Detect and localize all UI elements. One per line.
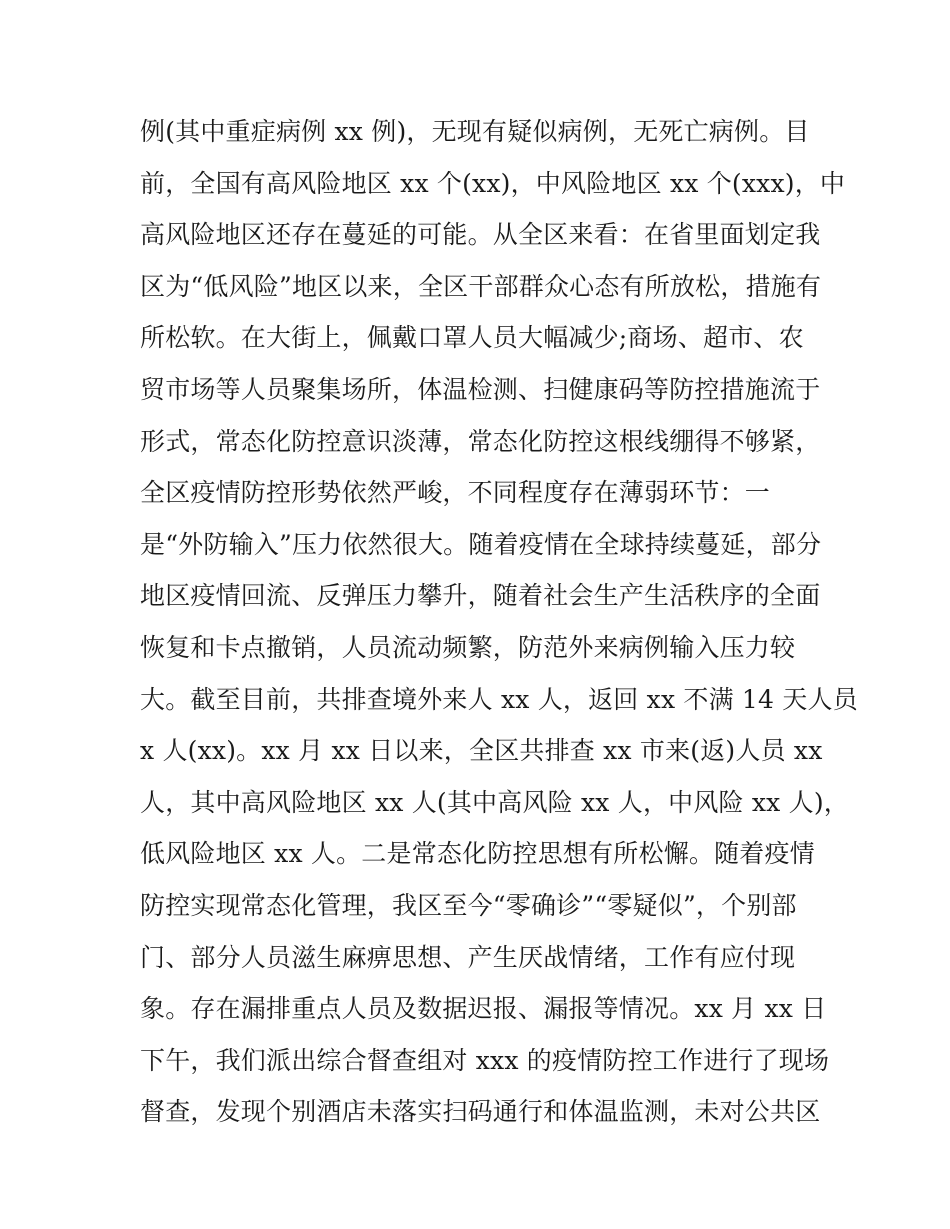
text-line: 大。截至目前，共排查境外来人 xx 人，返回 xx 不满 14 天人员 <box>140 684 858 714</box>
text-line: 地区疫情回流、反弹压力攀升，随着社会生产生活秩序的全面 <box>140 581 821 611</box>
text-line: 高风险地区还存在蔓延的可能。从全区来看：在省里面划定我 <box>140 220 821 250</box>
text-line: 低风险地区 xx 人。二是常态化防控思想有所松懈。随着疫情 <box>140 839 815 869</box>
text-line: 例(其中重症病例 xx 例)，无现有疑似病例，无死亡病例。目 <box>140 117 810 146</box>
text-line: 形式，常态化防控意识淡薄，常态化防控这根线绷得不够紧， <box>140 426 821 456</box>
text-line: 下午，我们派出综合督查组对 xxx 的疫情防控工作进行了现场 <box>140 1045 830 1075</box>
text-line: 门、部分人员滋生麻痹思想、产生厌战情绪，工作有应付现 <box>140 942 796 972</box>
text-line: x 人(xx)。xx 月 xx 日以来，全区共排查 xx 市来(返)人员 xx <box>140 736 823 766</box>
text-line: 贸市场等人员聚集场所，体温检测、扫健康码等防控措施流于 <box>140 374 821 404</box>
text-line: 区为“低风险”地区以来，全区干部群众心态有所放松，措施有 <box>140 271 822 301</box>
document-body <box>140 106 858 1138</box>
text-line: 人，其中高风险地区 xx 人(其中高风险 xx 人，中风险 xx 人)， <box>140 787 849 817</box>
text-line: 所松软。在大街上，佩戴口罩人员大幅减少;商场、超市、农 <box>140 323 804 353</box>
text-line: 是“外防输入”压力依然很大。随着疫情在全球持续蔓延，部分 <box>140 529 822 559</box>
text-line: 象。存在漏排重点人员及数据迟报、漏报等情况。xx 月 xx 日 <box>140 994 827 1024</box>
text-line: 督查，发现个别酒店未落实扫码通行和体温监测，未对公共区 <box>140 1097 821 1127</box>
text-line: 前，全国有高风险地区 xx 个(xx)，中风险地区 xx 个(xxx)，中 <box>140 168 846 198</box>
text-line: 恢复和卡点撤销，人员流动频繁，防范外来病例输入压力较 <box>140 632 796 662</box>
text-line: 全区疫情防控形势依然严峻，不同程度存在薄弱环节：一 <box>140 478 771 508</box>
text-line: 防控实现常态化管理，我区至今“零确诊”“零疑似”，个别部 <box>140 890 797 920</box>
